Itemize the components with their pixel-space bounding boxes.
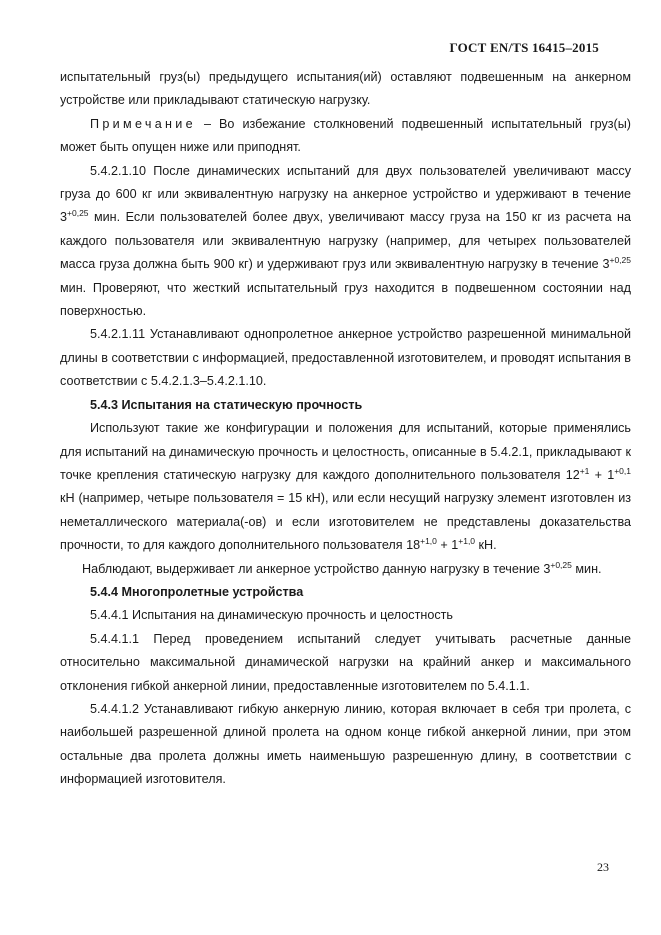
text-run: + 1 xyxy=(436,538,459,553)
section-heading-5-4-4: 5.4.4 Многопролетные устройства xyxy=(90,584,304,599)
text-run: мин. xyxy=(571,561,602,576)
tolerance-superscript: +0,25 xyxy=(609,255,631,266)
paragraph-observation xyxy=(60,558,631,581)
page-body xyxy=(60,66,631,792)
note-paragraph xyxy=(60,113,631,160)
text-run: + 1 xyxy=(589,467,615,482)
tolerance-superscript: +0,25 xyxy=(550,559,572,570)
paragraph-5-4-4-1-2: 5.4.4.1.2 Устанавливают гибкую анкерную линию, которая включает в себя три пролета, с наибольшей разрешенной длиной пролета на одном конце гибкой анкерной линии, при этом остальные два пролета должны иметь наименьшую разрешенную длину, в соответствии с информацией изготовителя. xyxy=(60,701,631,787)
text-run: Наблюдают, выдерживает ли анкерное устройство данную нагрузку в течение 3 xyxy=(82,561,551,576)
tolerance-superscript: +1,0 xyxy=(420,536,437,547)
document-header: ГОСТ EN/TS 16415–2015 xyxy=(449,40,599,55)
tolerance-superscript: +1,0 xyxy=(458,536,476,547)
text-run: кН (например, четыре пользователя = 15 кН), или если несущий нагрузку элемент изготовлен из неметаллического материала(-ов) и если изготовителем не представлены доказательства прочности, то для каждого дополнительного пользователя 18 xyxy=(60,491,631,553)
text-run: Используют такие же конфигурации и положения для испытаний, которые применялись для испытаний на динамическую прочность и целостность, описанные в 5.4.2.1, прикладывают к точке крепления статическую нагрузку для каждого дополнительного пользователя 12 xyxy=(60,421,631,482)
paragraph-5-4-4-1-1: 5.4.4.1.1 Перед проведением испытаний следует учитывать расчетные данные относительно максимальной динамической нагрузки на крайний анкер и максимального отклонения гибкой анкерной линии, предоставленные изготовителем по 5.4.1.1. xyxy=(60,631,631,693)
text-run: мин. Проверяют, что жесткий испытательный груз находится в подвешенном состоянии над поверхностью. xyxy=(60,280,631,319)
tolerance-superscript: +0,1 xyxy=(614,465,631,476)
paragraph-5-4-2-1-11: 5.4.2.1.11 Устанавливают однопролетное анкерное устройство разрешенной минимальной длины в соответствии с информацией, предоставленной изготовителем, и проводят испытания в соответствии с 5.4.2.1.3–5.4.2.1.10. xyxy=(60,327,631,389)
page-number: 23 xyxy=(597,860,609,874)
paragraph-5-4-2-1-10 xyxy=(60,160,631,324)
tolerance-superscript: +1 xyxy=(579,465,590,476)
paragraph-static-strength xyxy=(60,417,631,557)
text-run: 5.4.2.1.10 После динамических испытаний для двух пользователей увеличивают массу груза до 600 кг или эквивалентную нагрузку на анкерное устройство и удерживают в течение 3 xyxy=(60,163,631,225)
text-run: мин. Если пользователей более двух, увеличивают массу груза на 150 кг из расчета на каждого пользователя или эквивалентную нагрузку (например, для четырех пользователей масса груза должна быть 900 кг) и удерживают груз или эквивалентную нагрузку в течение 3 xyxy=(60,210,631,272)
subsection-5-4-4-1: 5.4.4.1 Испытания на динамическую прочность и целостность xyxy=(90,608,453,623)
paragraph-continuation: испытательный груз(ы) предыдущего испытания(ий) оставляют подвешенным на анкерном устройстве или прикладывают статическую нагрузку. xyxy=(60,70,631,108)
tolerance-superscript: +0,25 xyxy=(67,208,89,219)
note-label: Примечание xyxy=(90,116,196,131)
text-run: кН. xyxy=(475,538,497,553)
section-heading-5-4-3: 5.4.3 Испытания на статическую прочность xyxy=(90,397,363,412)
note-text: – Во избежание столкновений подвешенный испытательный груз(ы) может быть опущен ниже или приподнят. xyxy=(60,116,631,155)
